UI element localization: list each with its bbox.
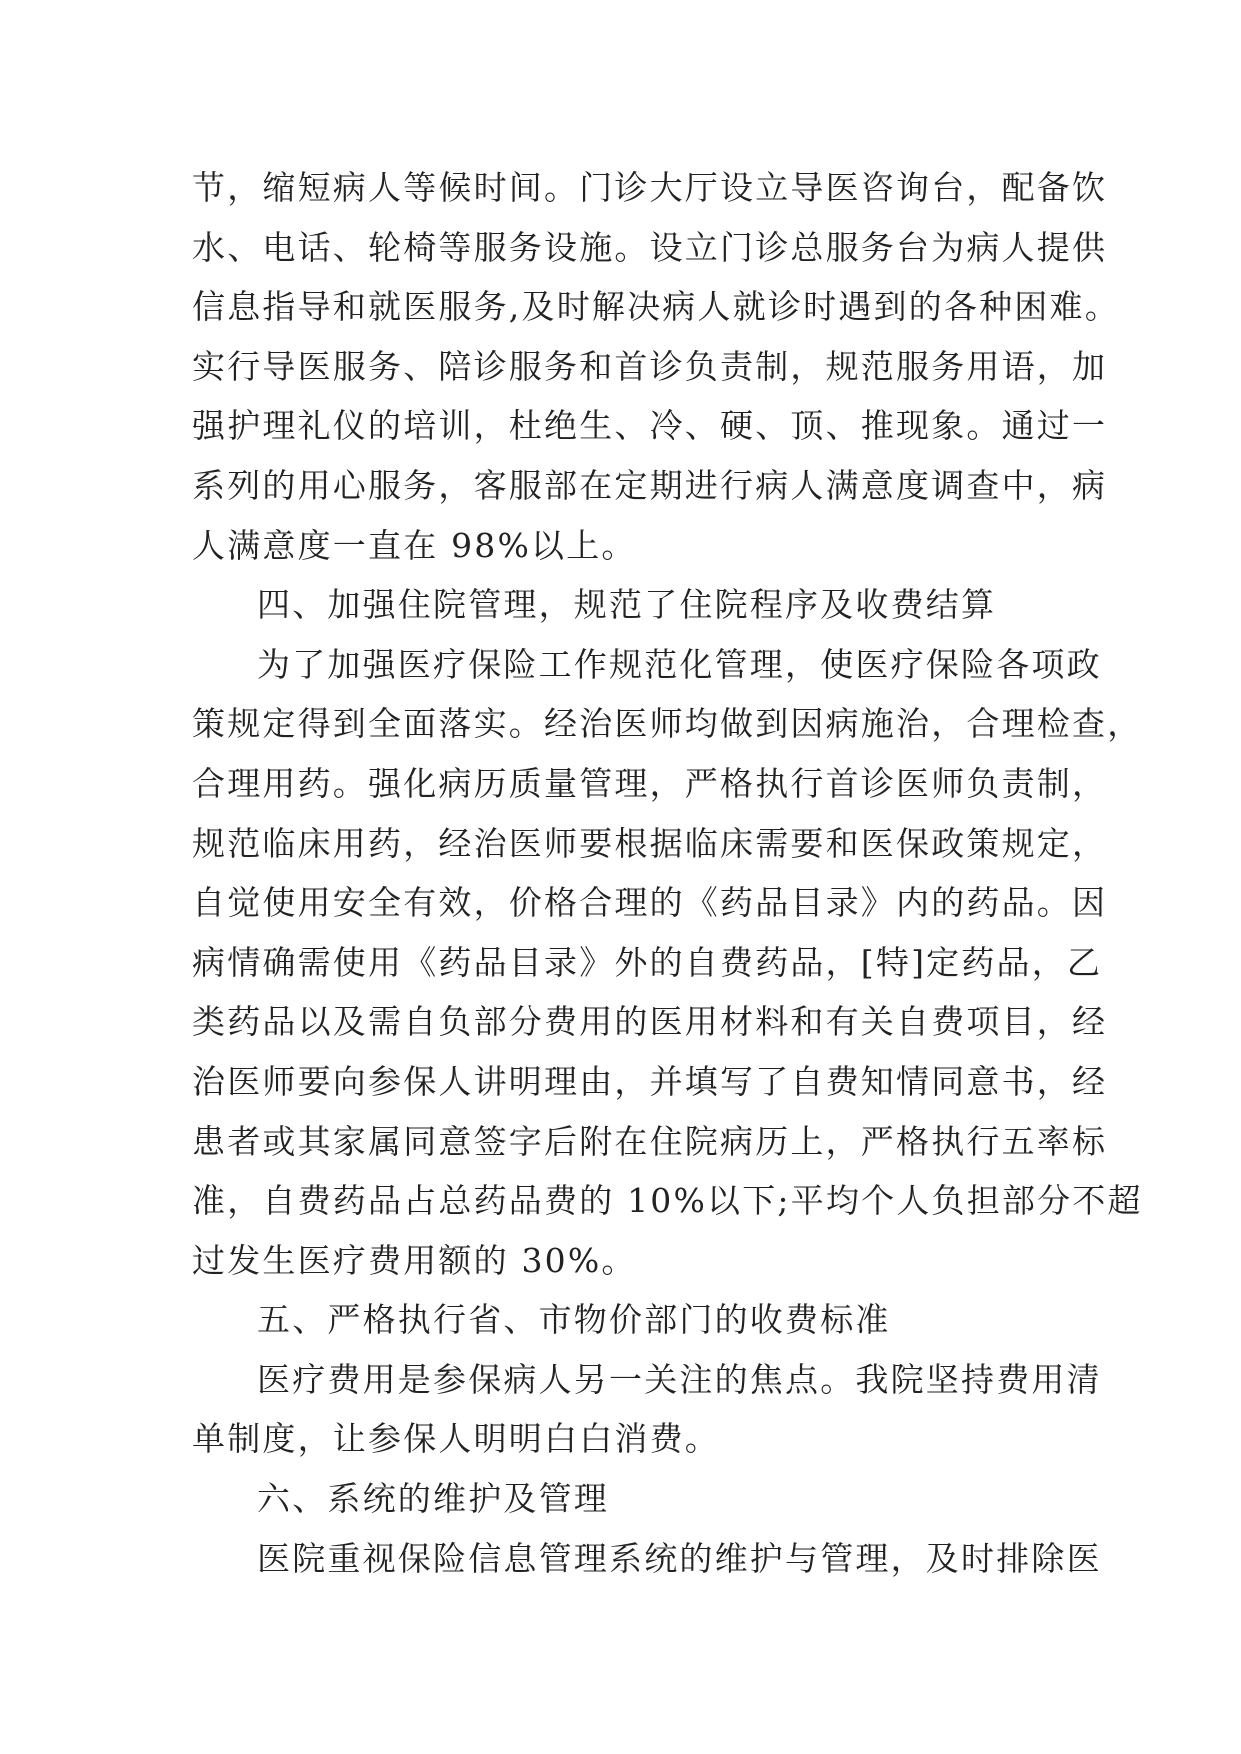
text-line: 治医师要向参保人讲明理由，并填写了自费知情同意书，经 bbox=[192, 1061, 1108, 1101]
body-text bbox=[192, 158, 1143, 1588]
text-line: 过发生医疗费用额的 30%。 bbox=[192, 1240, 637, 1280]
paragraph-start-line: 四、加强住院管理，规范了住院程序及收费结算 bbox=[257, 585, 997, 625]
text-line: 节，缩短病人等候时间。门诊大厅设立导医咨询台，配备饮 bbox=[192, 168, 1108, 207]
text-line: 策规定得到全面落实。经治医师均做到因病施治，合理检查， bbox=[192, 704, 1143, 744]
text-line: 水、电话、轮椅等服务设施。设立门诊总服务台为病人提供 bbox=[192, 227, 1108, 267]
paragraph-start-line: 医院重视保险信息管理系统的维护与管理，及时排除医 bbox=[257, 1538, 1102, 1578]
text-line: 准，自费药品占总药品费的 10%以下;平均个人负担部分不超 bbox=[192, 1181, 1143, 1221]
paragraph-start-line: 六、系统的维护及管理 bbox=[257, 1479, 609, 1519]
text-line: 合理用药。强化病历质量管理，严格执行首诊医师负责制， bbox=[192, 763, 1108, 803]
paragraph-start-line: 医疗费用是参保病人另一关注的焦点。我院坚持费用清 bbox=[257, 1359, 1102, 1399]
text-line: 自觉使用安全有效，价格合理的《药品目录》内的药品。因 bbox=[192, 883, 1108, 923]
paragraph-start-line: 五、严格执行省、市物价部门的收费标准 bbox=[257, 1300, 891, 1340]
paragraph-start-line: 为了加强医疗保险工作规范化管理，使医疗保险各项政 bbox=[257, 644, 1102, 684]
text-line: 患者或其家属同意签字后附在住院病历上，严格执行五率标 bbox=[192, 1121, 1108, 1161]
text-line: 病情确需使用《药品目录》外的自费药品，[特]定药品，乙 bbox=[192, 942, 1103, 982]
text-line: 信息指导和就医服务,及时解决病人就诊时遇到的各种困难。 bbox=[192, 287, 1120, 327]
text-line: 类药品以及需自负部分费用的医用材料和有关自费项目，经 bbox=[192, 1002, 1108, 1042]
text-line: 强护理礼仪的培训，杜绝生、冷、硬、顶、推现象。通过一 bbox=[192, 406, 1108, 446]
text-line: 系列的用心服务，客服部在定期进行病人满意度调查中，病 bbox=[192, 465, 1108, 505]
text-line: 规范临床用药，经治医师要根据临床需要和医保政策规定， bbox=[192, 823, 1108, 863]
text-line: 实行导医服务、陪诊服务和首诊负责制，规范服务用语，加 bbox=[192, 346, 1108, 386]
text-line: 人满意度一直在 98%以上。 bbox=[192, 525, 637, 565]
text-line: 单制度，让参保人明明白白消费。 bbox=[192, 1419, 720, 1459]
